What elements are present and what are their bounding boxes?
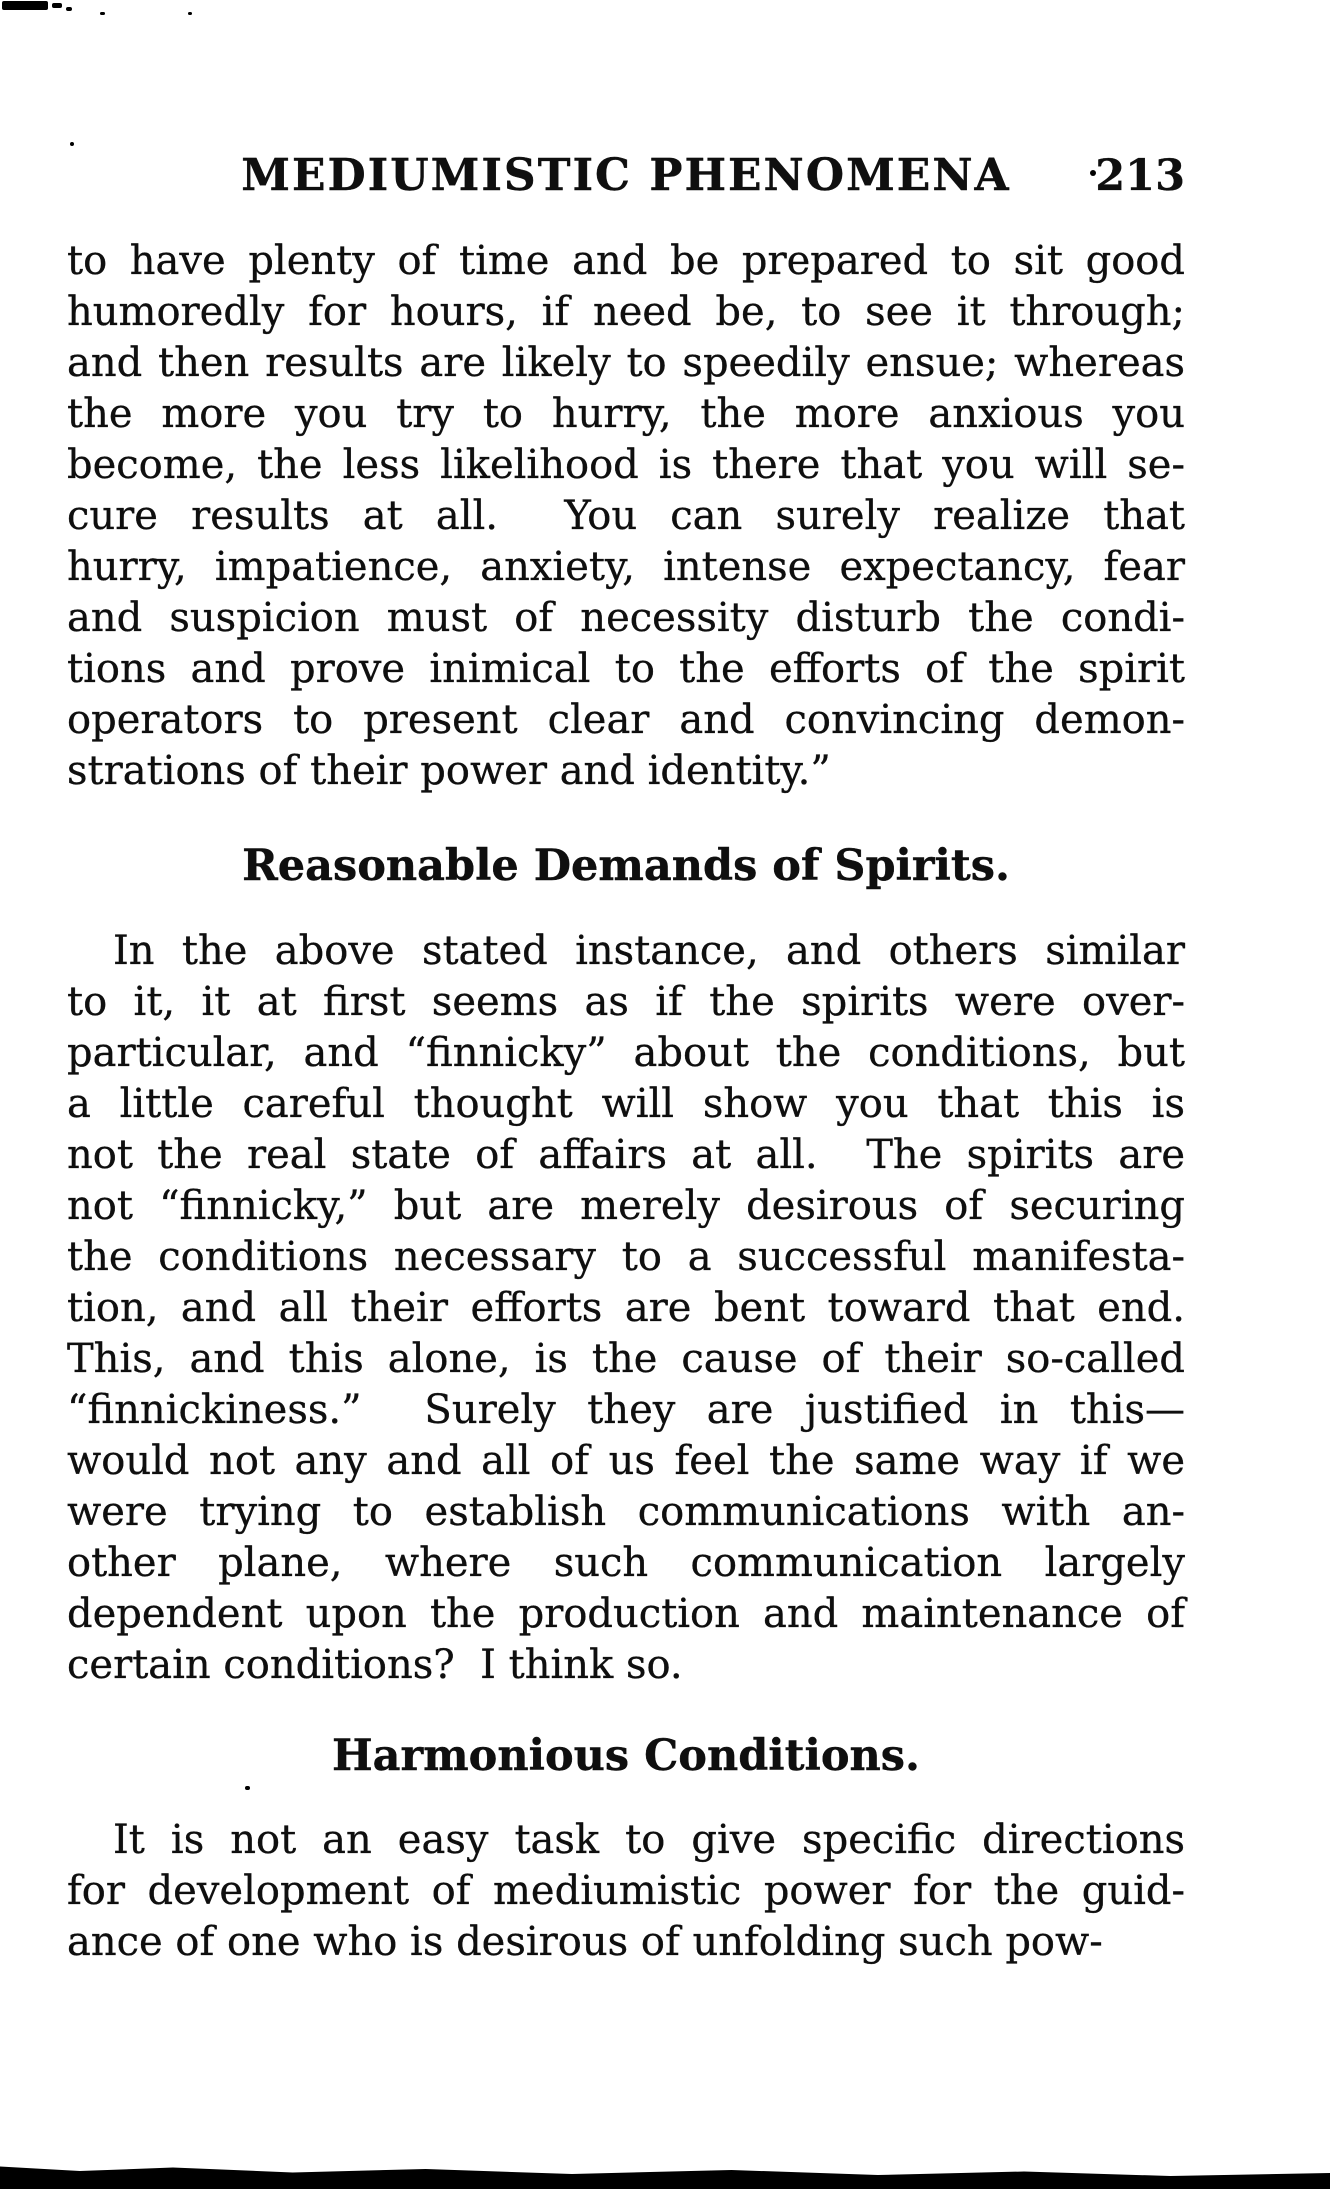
text-line: certain conditions? I think so. [67, 1642, 683, 1688]
text-line: not “finnicky,” but are merely desirous of securing [67, 1183, 1185, 1229]
text-line: the more you try to hurry, the more anxious you [67, 391, 1185, 437]
text-line: ance of one who is desirous of unfolding such pow- [67, 1919, 1103, 1965]
scan-speck [188, 12, 192, 15]
text-line: other plane, where such communication largely [67, 1540, 1185, 1586]
scan-speck [70, 142, 74, 146]
paragraph-harmonious-conditions [67, 1815, 1185, 1968]
text-line: This, and this alone, is the cause of their so-called [67, 1336, 1185, 1382]
text-line: were trying to establish communications with an- [67, 1489, 1185, 1535]
text-line: “finnickiness.” Surely they are justified in this— [67, 1387, 1185, 1433]
text-line: would not any and all of us feel the same way if we [67, 1438, 1185, 1484]
running-title: MEDIUMISTIC PHENOMENA [241, 150, 1011, 201]
text-line: In the above stated instance, and others similar [113, 928, 1185, 974]
page-number: 213 [1095, 151, 1185, 201]
page-header [67, 150, 1185, 204]
scan-smudge [2, 1, 48, 10]
scan-speck [245, 1786, 250, 1790]
text-line: not the real state of affairs at all. The spirits are [67, 1132, 1185, 1178]
section-heading-reasonable-demands: Reasonable Demands of Spirits. [242, 841, 1010, 891]
paragraph-continuation [67, 236, 1185, 797]
scan-speck [52, 3, 62, 8]
text-line: strations of their power and identity.” [67, 748, 831, 794]
text-line: for development of mediumistic power for the guid- [67, 1868, 1185, 1914]
scan-edge-bar [0, 2164, 1330, 2189]
text-line: the conditions necessary to a successful manifesta- [67, 1234, 1185, 1280]
text-line: operators to present clear and convincing demon- [67, 697, 1185, 743]
paragraph-reasonable-demands [67, 926, 1185, 1691]
text-line: tions and prove inimical to the efforts of the spirit [67, 646, 1185, 692]
text-line: tion, and all their efforts are bent toward that end. [67, 1285, 1185, 1331]
text-line: become, the less likelihood is there that you will se- [67, 442, 1185, 488]
text-line: and suspicion must of necessity disturb the condi- [67, 595, 1185, 641]
text-line: a little careful thought will show you that this is [67, 1081, 1185, 1127]
text-line: humoredly for hours, if need be, to see it through; [67, 289, 1185, 335]
text-line: particular, and “finnicky” about the conditions, but [67, 1030, 1185, 1076]
text-line: It is not an easy task to give specific directions [113, 1817, 1185, 1863]
section-heading-harmonious-conditions: Harmonious Conditions. [332, 1731, 920, 1781]
text-line: dependent upon the production and maintenance of [67, 1591, 1185, 1637]
scan-speck [66, 7, 72, 11]
text-line: and then results are likely to speedily ensue; whereas [67, 340, 1185, 386]
scan-speck [100, 12, 105, 15]
text-line: cure results at all. You can surely realize that [67, 493, 1185, 539]
text-line: to it, it at first seems as if the spirits were over- [67, 979, 1185, 1025]
text-line: to have plenty of time and be prepared to sit good [67, 238, 1185, 284]
text-line: hurry, impatience, anxiety, intense expectancy, fear [67, 544, 1185, 590]
